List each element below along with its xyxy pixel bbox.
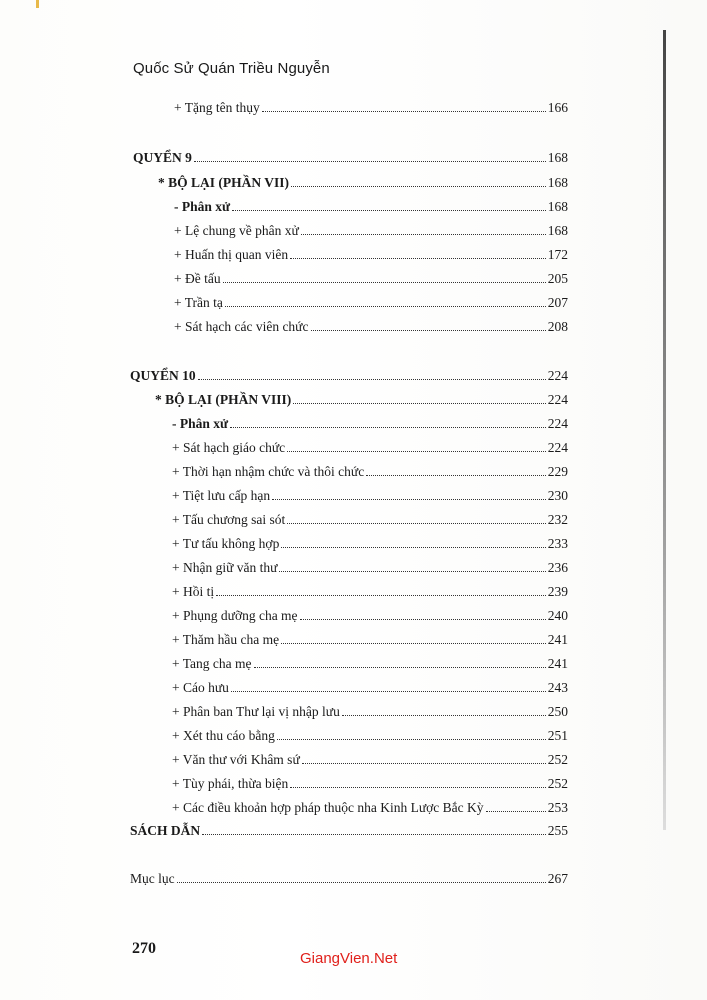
toc-entry [172,656,568,676]
toc-entry-title: + Lệ chung về phân xử [174,223,299,238]
toc-entry [172,704,568,724]
leader-dots [231,691,546,692]
toc-entry-page: 250 [547,704,568,719]
toc-entry [172,560,568,580]
toc-subsection [174,199,568,219]
toc-entry-page: 241 [547,632,568,647]
toc-entry [172,776,568,796]
toc-entry-title: + Phân ban Thư lại vị nhập lưu [172,704,340,719]
toc-entry-page: 243 [547,680,568,695]
toc-entry [174,247,568,267]
toc-entry-title: - Phân xử [172,416,229,431]
toc-entry-page: 168 [547,175,568,190]
toc-entry [172,752,568,772]
toc-entry-page: 172 [547,247,568,262]
toc-entry-page: 232 [547,512,568,527]
toc-entry [172,632,568,652]
toc-entry-page: 224 [547,416,568,431]
leader-dots [293,403,545,404]
toc-entry-title: + Hồi tị [172,584,215,599]
toc-entry-page: 207 [547,295,568,310]
leader-dots [277,739,546,740]
leader-dots [216,595,546,596]
toc-section [158,175,568,195]
toc-entry-title: + Tiệt lưu cấp hạn [172,488,271,503]
leader-dots [311,330,546,331]
leader-dots [302,763,546,764]
toc-entry-page: 168 [547,199,568,214]
leader-dots [230,427,546,428]
toc-entry-page: 252 [547,776,568,791]
leader-dots [366,475,546,476]
toc-entry-title: + Cáo hưu [172,680,229,695]
leader-dots [272,499,546,500]
toc-entry-title: + Văn thư với Khâm sứ [172,752,300,767]
leader-dots [177,882,546,883]
toc-entry-title: + Đề tấu [174,271,221,286]
toc-entry-page: 224 [547,440,568,455]
toc-entry [172,800,568,820]
toc-entry-page: 251 [547,728,568,743]
leader-dots [300,619,546,620]
toc-entry-page: 252 [547,752,568,767]
leader-dots [287,523,545,524]
toc-entry-page: 229 [547,464,568,479]
toc-entry-title: Mục lục [130,871,175,886]
toc-entry-title: * BỘ LẠI (PHẦN VIII) [155,392,292,407]
toc-entry-page: 208 [547,319,568,334]
toc-entry-title: + Tư tấu không hợp [172,536,280,551]
toc-entry-title: + Thăm hầu cha mẹ [172,632,280,647]
toc-entry [172,680,568,700]
toc-entry [174,295,568,315]
toc-entry-title: + Các điều khoản hợp pháp thuộc nha Kinh Lược Bắc Kỳ [172,800,484,815]
toc-entry-title: + Huấn thị quan viên [174,247,289,262]
leader-dots [279,571,545,572]
toc-entry [172,512,568,532]
toc-chapter-heading [133,150,568,170]
toc-section [155,392,568,412]
toc-entry-title: QUYỂN 9 [133,150,192,165]
toc-chapter-heading [130,368,568,388]
leader-dots [202,834,546,835]
toc-entry-page: 241 [547,656,568,671]
toc-entry-page: 205 [547,271,568,286]
toc-entry-title: + Tấu chương sai sót [172,512,286,527]
toc-entry-title: + Trần tạ [174,295,223,310]
toc-entry-page: 233 [547,536,568,551]
toc-entry-page: 236 [547,560,568,575]
toc-entry-title: + Thời hạn nhậm chức và thôi chức [172,464,365,479]
leader-dots [301,234,546,235]
running-header: Quốc Sử Quán Triều Nguyễn [133,60,330,77]
leader-dots [290,787,545,788]
toc-entry-title: + Tặng tên thụy [174,100,260,115]
leader-dots [281,547,545,548]
leader-dots [342,715,546,716]
leader-dots [198,379,546,380]
leader-dots [287,451,546,452]
toc-entry [174,271,568,291]
toc-entry [174,100,568,120]
toc-entry-title: + Nhận giữ văn thư [172,560,278,575]
toc-entry-page: 168 [547,150,568,165]
toc-entry-page: 267 [547,871,568,886]
leader-dots [281,643,546,644]
toc-entry [130,871,568,891]
toc-entry-title: + Phụng dưỡng cha mẹ [172,608,298,623]
toc-entry-page: 224 [547,392,568,407]
toc-entry-page: 224 [547,368,568,383]
toc-entry [172,584,568,604]
toc-entry-page: 230 [547,488,568,503]
toc-entry [172,440,568,460]
toc-entry [172,728,568,748]
toc-entry [172,464,568,484]
toc-entry [172,536,568,556]
toc-entry-title: * BỘ LẠI (PHẦN VII) [158,175,290,190]
leader-dots [254,667,546,668]
leader-dots [223,282,546,283]
leader-dots [225,306,546,307]
toc-entry-title: + Tùy phái, thừa biện [172,776,289,791]
toc-entry-title: + Tang cha mẹ [172,656,252,671]
toc-entry [174,319,568,339]
toc-entry-title: SÁCH DẪN [130,823,201,838]
leader-dots [486,811,546,812]
toc-entry-page: 166 [547,100,568,115]
toc-entry-title: - Phân xử [174,199,231,214]
toc-entry-page: 253 [547,800,568,815]
page-number: 270 [132,940,156,957]
corner-mark [36,0,39,8]
toc-entry-title: + Sát hạch giáo chức [172,440,286,455]
toc-entry [172,608,568,628]
toc-entry-page: 255 [547,823,568,838]
toc-entry-title: + Xét thu cáo bằng [172,728,275,743]
toc-entry-page: 240 [547,608,568,623]
leader-dots [232,210,546,211]
toc-entry-title: + Sát hạch các viên chức [174,319,309,334]
toc-entry-page: 168 [547,223,568,238]
toc-chapter-heading [130,823,568,843]
leader-dots [262,111,546,112]
toc-subsection [172,416,568,436]
leader-dots [291,186,546,187]
toc-entry-page: 239 [547,584,568,599]
page-edge-shadow [663,30,666,830]
toc-entry-title: QUYỂN 10 [130,368,196,383]
leader-dots [290,258,546,259]
toc-entry [174,223,568,243]
toc-entry [172,488,568,508]
leader-dots [194,161,546,162]
watermark: GiangVien.Net [300,950,398,967]
